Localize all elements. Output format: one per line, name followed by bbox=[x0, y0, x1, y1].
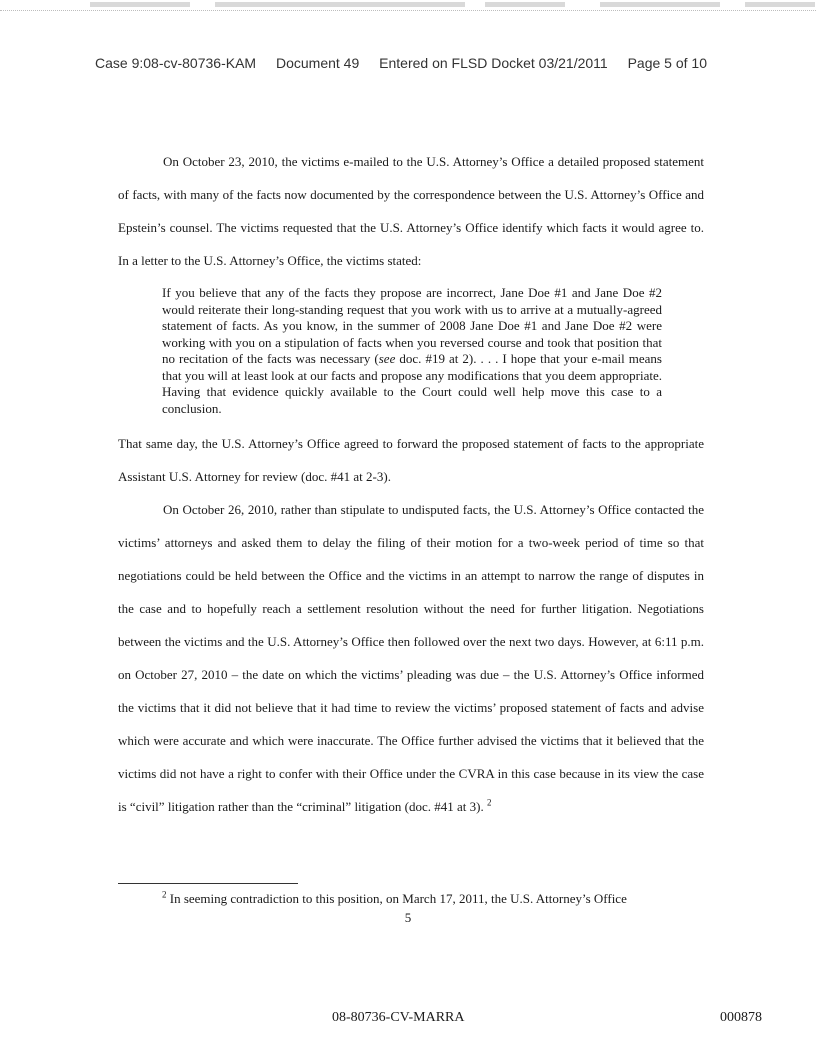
footnote-text: In seeming contradiction to this position, on March 17, 2011, the U.S. Attorney’s Office bbox=[169, 891, 627, 906]
entered-date: Entered on FLSD Docket 03/21/2011 bbox=[379, 55, 608, 71]
footnote-reference: 2 bbox=[486, 797, 492, 808]
bates-number: 000878 bbox=[720, 1010, 762, 1025]
footnote-mark: 2 bbox=[162, 889, 167, 900]
case-number: Case 9:08-cv-80736-KAM bbox=[95, 55, 257, 71]
page-number: 5 bbox=[404, 910, 412, 925]
paragraph-2: That same day, the U.S. Attorney’s Office agreed to forward the proposed statement of facts to the appropriate Assistant U.S. Attorney for review (doc. #41 at 2-3). bbox=[118, 436, 704, 484]
scan-artifact-strip bbox=[0, 0, 816, 11]
paragraph-3 bbox=[118, 493, 704, 823]
quote-part-a: If you believe that any of the facts they propose are incorrect, Jane Doe #1 and Jane Doe #2 would reiterate their long-standing request that you work with us to arrive at a mutually-agreed statement of facts. As you know, in the summer of 2008 Jane Doe #1 and Jane Doe #2 were working with you on a stipulation of facts when you reversed course and took that position that no recitation of the facts was necessary ( bbox=[162, 285, 662, 366]
page-count: Page 5 of 10 bbox=[627, 55, 707, 71]
footnote bbox=[162, 890, 704, 908]
paragraph-3-text: On October 26, 2010, rather than stipulate to undisputed facts, the U.S. Attorney’s Office contacted the victims’ attorneys and asked them to delay the filing of their motion for a two-week period of time so that negotiations could be held between the Office and the victims in an attempt to narrow the range of disputes in the case and to hopefully reach a settlement resolution without the need for further litigation. Negotiations between the victims and the U.S. Attorney’s Office then followed over the next two days. However, at 6:11 p.m. on October 27, 2010 – the date on which the victims’ pleading was due – the U.S. Attorney’s Office informed the victims that it did not believe that it had time to review the victims’ proposed statement of facts and advise which were accurate and which were inaccurate. The Office further advised the victims that it believed that the victims did not have a right to confer with their Office under the CVRA in this case because in its view the case is “civil” litigation rather than the “criminal” litigation (doc. #41 at 3). bbox=[118, 502, 704, 814]
quote-see: see bbox=[378, 351, 396, 366]
quote-part-b: doc. #19 at 2). . . . I hope that your e-mail means that you will at least look at our facts and propose any modifications that you deem appropriate. Having that evidence quickly available to the Court could well help move this case to a conclusion. bbox=[162, 351, 662, 416]
footer-case-id: 08-80736-CV-MARRA bbox=[332, 1010, 465, 1025]
block-quote bbox=[162, 285, 662, 417]
paragraph-1: On October 23, 2010, the victims e-mailed to the U.S. Attorney’s Office a detailed proposed statement of facts, with many of the facts now documented by the correspondence between the U.S. Attorney’s Office and Epstein’s counsel. The victims requested that the U.S. Attorney’s Office identify which facts it would agree to. In a letter to the U.S. Attorney’s Office, the victims stated: bbox=[118, 154, 704, 268]
document-number: Document 49 bbox=[275, 55, 360, 71]
footnote-divider bbox=[118, 883, 298, 884]
docket-header bbox=[95, 55, 735, 71]
document-body bbox=[118, 145, 704, 823]
